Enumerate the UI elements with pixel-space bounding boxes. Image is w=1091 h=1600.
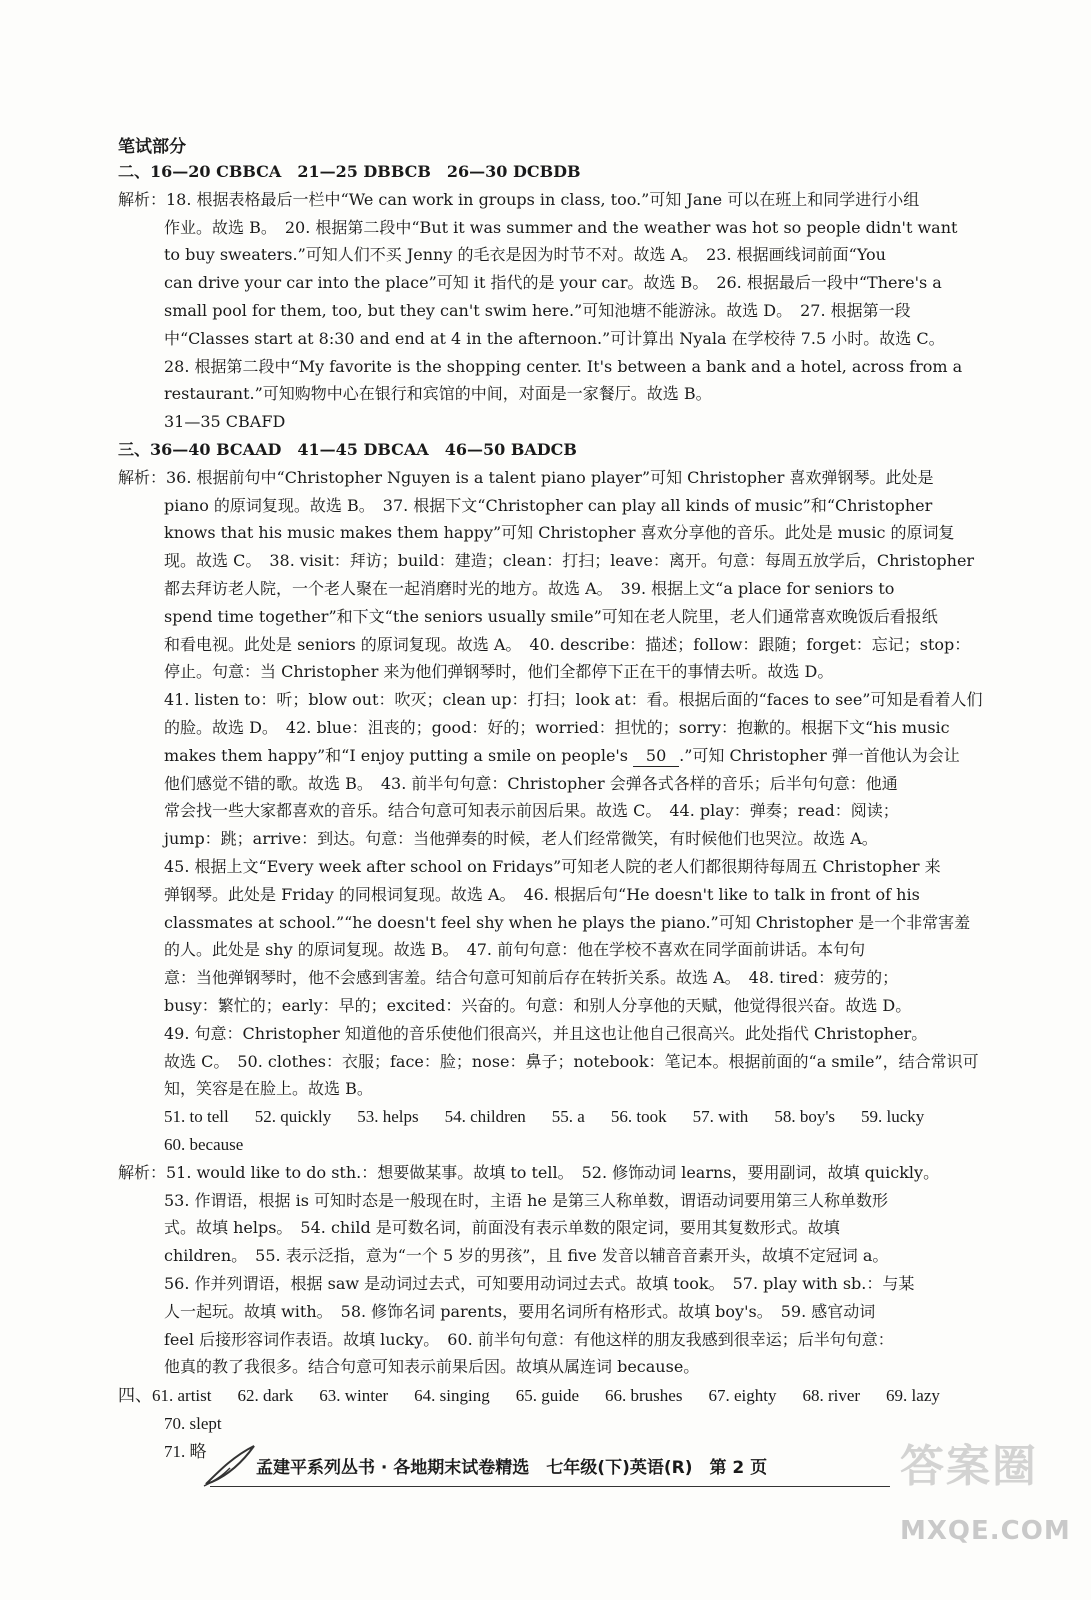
fill-answer-60: 60. because — [164, 1134, 244, 1154]
analysis-line: spend time together”和下文“the seniors usually smile”可知在老人院里，老人们通常喜欢晚饭后看报纸 — [164, 606, 938, 626]
answer-item: 52. quickly — [254, 1107, 332, 1127]
page-footer — [210, 1450, 890, 1487]
answer-item: 65. guide — [515, 1386, 579, 1405]
q50-blank: 50 — [633, 746, 679, 767]
watermark — [900, 1430, 1071, 1580]
analysis-line: 41. listen to：听；blow out：吹灭；clean up：打扫；look at：看。根据后面的“faces to see”可知是看着人们 — [164, 690, 983, 710]
analysis-line: piano 的原词复现。故选 B。 37. 根据下文“Christopher can play all kinds of music”和“Christopher — [164, 495, 933, 515]
part3-block — [118, 436, 998, 1381]
answer-item: 62. dark — [237, 1386, 294, 1405]
answer-item: 56. took — [610, 1107, 667, 1127]
answer-item: 51. to tell — [164, 1107, 229, 1127]
analysis-line: 常会找一些大家都喜欢的音乐。结合句意可知表示前因后果。故选 C。 44. play：弹奏；read：阅读； — [164, 801, 899, 821]
analysis-line: 49. 句意：Christopher 知道他的音乐使他们很高兴，并且这也让他自己很高兴。此处指代 Christopher。 — [164, 1023, 928, 1043]
analysis-line: 和看电视。此处是 seniors 的原词复现。故选 A。 40. describe：描述；follow：跟随；forget：忘记；stop： — [164, 634, 971, 654]
answer-item: 64. singing — [414, 1386, 490, 1405]
analysis-line: 意：当他弹钢琴时，他不会感到害羞。结合句意可知前后存在转折关系。故选 A。 48. tired：疲劳的； — [164, 968, 899, 988]
answer-item: 53. helps — [357, 1107, 419, 1127]
analysis-line: 解析：18. 根据表格最后一栏中“We can work in groups in class, too.”可知 Jane 可以在班上和同学进行小组 — [118, 189, 920, 209]
analysis-line: 他真的教了我很多。结合句意可知表示前果后因。故填从属连词 because。 — [164, 1357, 700, 1377]
answer-item: 55. a — [551, 1107, 585, 1127]
fill-answers-row — [118, 1103, 998, 1131]
answer-item: 63. winter — [319, 1386, 389, 1405]
analysis-line: feel 后接形容词作表语。故填 lucky。 60. 前半句句意：有他这样的朋友我感到很幸运；后半句句意： — [164, 1329, 894, 1349]
analysis-line: 解析：36. 根据前句中“Christopher Nguyen is a talent piano player”可知 Christopher 喜欢弹钢琴。此处是 — [118, 467, 934, 487]
analysis-line: 作业。故选 B。 20. 根据第二段中“But it was summer and the weather was hot so people didn't want — [164, 217, 958, 237]
q50-text-after: .”可知 Christopher 弹一首他认为会让 — [679, 745, 960, 765]
part2-analysis — [118, 186, 998, 408]
watermark-glyphs: 答案圈 — [900, 1441, 1038, 1492]
fill-analysis — [118, 1159, 998, 1381]
answer-item: 66. brushes — [605, 1386, 683, 1405]
part2-block — [118, 158, 998, 436]
analysis-line-q50 — [118, 742, 998, 770]
analysis-line: 知，笑容是在脸上。故选 B。 — [164, 1079, 373, 1099]
analysis-line: classmates at school.”“he doesn't feel shy when he plays the piano.”可知 Christopher 是一个非常害羞 — [164, 912, 971, 932]
analysis-line: 故选 C。 50. clothes：衣服；face：脸；nose：鼻子；notebook：笔记本。根据前面的“a smile”，结合常识可 — [164, 1051, 979, 1071]
answer-item: 58. boy's — [774, 1107, 835, 1127]
answer-item: 69. lazy — [886, 1386, 940, 1405]
analysis-line: can drive your car into the place”可知 it 指代的是 your car。故选 B。 26. 根据最后一段中“There's a — [164, 273, 942, 293]
part4-answer-70: 70. slept — [164, 1413, 222, 1433]
analysis-line: 的人。此处是 shy 的原词复现。故选 B。 47. 前句句意：他在学校不喜欢在同学面前讲话。本句句 — [164, 940, 866, 960]
analysis-line: 停止。句意：当 Christopher 来为他们弹钢琴时，他们全都停下正在干的事情去听。故选 D。 — [164, 662, 834, 682]
analysis-line: 现。故选 C。 38. visit：拜访；build：建造；clean：打扫；leave：离开。句意：每周五放学后，Christopher — [164, 551, 975, 571]
analysis-line: 中“Classes start at 8:30 and end at 4 in the afternoon.”可计算出 Nyala 在学校待 7.5 小时。故选 C。 — [164, 328, 945, 348]
answer-item: 54. children — [444, 1107, 526, 1127]
part4-answers-row — [118, 1382, 998, 1410]
analysis-line: 解析：51. would like to do sth.：想要做某事。故填 to tell。 52. 修饰动词 learns，要用副词，故填 quickly。 — [118, 1162, 940, 1182]
answer-item: 68. river — [802, 1386, 861, 1405]
answer-item: 57. with — [692, 1107, 749, 1127]
analysis-line: 弹钢琴。此处是 Friday 的同根词复现。故选 A。 46. 根据后句“He doesn't like to talk in front of his — [164, 884, 920, 904]
analysis-line: busy：繁忙的；early：早的；excited：兴奋的。句意：和别人分享他的天赋，他觉得很兴奋。故选 D。 — [164, 995, 912, 1015]
part3-answers: 三、36—40 BCAAD 41—45 DBCAA 46—50 BADCB — [118, 440, 577, 459]
footer-text: 孟建平系列丛书 · 各地期末试卷精选 七年级(下)英语(R) 第 2 页 — [256, 1458, 768, 1478]
analysis-line: jump：跳；arrive：到达。句意：当他弹奏的时候，老人们经常微笑，有时候他们也哭泣。故选 A。 — [164, 829, 878, 849]
answer-item: 59. lucky — [861, 1107, 925, 1127]
analysis-line: children。 55. 表示泛指，意为“一个 5 岁的男孩”，且 five 发音以辅音音素开头，故填不定冠词 a。 — [164, 1246, 889, 1266]
analysis-line: 45. 根据上文“Every week after school on Fridays”可知老人院的老人们都很期待每周五 Christopher 来 — [164, 856, 941, 876]
analysis-line: 人一起玩。故填 with。 58. 修饰名词 parents，要用名词所有格形式。故填 boy's。 59. 感官动词 — [164, 1301, 876, 1321]
analysis-line: knows that his music makes them happy”可知 Christopher 喜欢分享他的音乐。此处是 music 的原词复 — [164, 523, 955, 543]
part4-answer-71: 71. 略 — [164, 1441, 207, 1461]
section-title: 笔试部分 — [118, 137, 186, 157]
part3-analysis — [118, 464, 998, 742]
answer-item: 67. eighty — [708, 1386, 777, 1405]
analysis-line: restaurant.”可知购物中心在银行和宾馆的中间，对面是一家餐厅。故选 B。 — [164, 384, 712, 404]
analysis-line: 56. 作并列谓语，根据 saw 是动词过去式，可知要用动词过去式。故填 took。 57. play with sb.：与某 — [164, 1273, 915, 1293]
watermark-site: MXQE.COM — [900, 1516, 1071, 1546]
part2-answers: 二、16—20 CBBCA 21—25 DBBCB 26—30 DCBDB — [118, 162, 581, 181]
answer-item: 四、61. artist — [118, 1386, 212, 1405]
analysis-line: 式。故填 helps。 54. child 是可数名词，前面没有表示单数的限定词，要用其复数形式。故填 — [164, 1218, 840, 1238]
analysis-line: 的脸。故选 D。 42. blue：沮丧的；good：好的；worried：担忧的；sorry：抱歉的。根据下文“his music — [164, 717, 950, 737]
analysis-line: 他们感觉不错的歌。故选 B。 43. 前半句句意：Christopher 会弹各式各样的音乐；后半句句意：他通 — [164, 773, 898, 793]
analysis-line: to buy sweaters.”可知人们不买 Jenny 的毛衣是因为时节不对。故选 A。 23. 根据画线词前面“You — [164, 245, 886, 265]
analysis-line: small pool for them, too, but they can't swim here.”可知池塘不能游泳。故选 D。 27. 根据第一段 — [164, 300, 911, 320]
analysis-line: 53. 作谓语，根据 is 可知时态是一般现在时，主语 he 是第三人称单数，谓语动词要用第三人称单数形 — [164, 1190, 888, 1210]
analysis-line: 都去拜访老人院，一个老人聚在一起消磨时光的地方。故选 A。 39. 根据上文“a place for seniors to — [164, 578, 895, 598]
q50-text-before: makes them happy”和“I enjoy putting a smile on people's — [164, 745, 634, 765]
part2-extra-answers: 31—35 CBAFD — [164, 412, 286, 432]
analysis-line: 28. 根据第二段中“My favorite is the shopping center. It's between a bank and a hotel, across from a — [164, 356, 963, 376]
part3-analysis-continued — [118, 770, 998, 1104]
